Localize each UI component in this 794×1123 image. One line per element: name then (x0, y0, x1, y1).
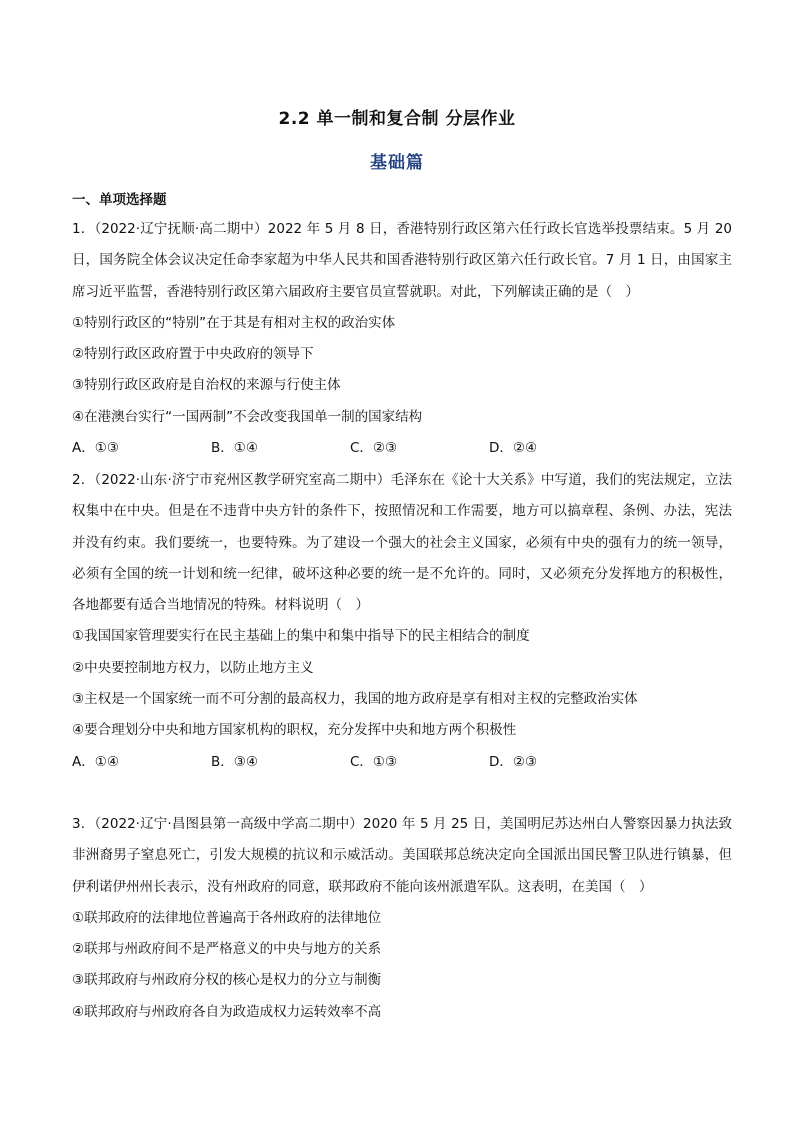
question-option: ①联邦政府的法律地位普遍高于各州政府的法律地位 (72, 909, 382, 926)
question-stem: 1．（2022·辽宁抚顺·高二期中）2022 年 5 月 8 日，香港特别行政区第六任行政长官选举投票结束。5 月 20 日，国务院全体会议决定任命李家超为中华人民共和国香港特别行政区第六任行政长官。7 月 1 日，由国家主席习近平监誓，香港特别行政区第六届政府主要官员宣誓就职。对此，下列解读正确的是（ ） (72, 221, 732, 300)
page-subtitle: 基础篇 (370, 153, 424, 173)
answer-choice-a[interactable]: A．①④ (72, 753, 119, 770)
question-option: ④在港澳台实行“一国两制”不会改变我国单一制的国家结构 (72, 408, 423, 425)
question-option: ③联邦政府与州政府分权的核心是权力的分立与制衡 (72, 972, 382, 989)
answer-choice-d[interactable]: D．②③ (489, 753, 538, 770)
question-option: ①特别行政区的“特别”在于其是有相对主权的政治实体 (72, 314, 396, 331)
question-option: ③主权是一个国家统一而不可分割的最高权力，我国的地方政府是享有相对主权的完整政治实体 (72, 691, 638, 708)
answer-choice-b[interactable]: B．③④ (211, 753, 258, 770)
question-option: ②特别行政区政府置于中央政府的领导下 (72, 346, 314, 363)
question-option: ①我国国家管理要实行在民主基础上的集中和集中指导下的民主相结合的制度 (72, 628, 530, 645)
answer-choice-a[interactable]: A．①③ (72, 440, 119, 457)
section-heading: 一、单项选择题 (72, 192, 167, 208)
question-option: ②联邦与州政府间不是严格意义的中央与地方的关系 (72, 941, 382, 958)
answer-choice-c[interactable]: C．②③ (350, 440, 398, 457)
question-stem: 2．（2022·山东·济宁市兖州区教学研究室高二期中）毛泽东在《论十大关系》中写道，我们的宪法规定，立法权集中在中央。但是在不违背中央方针的条件下，按照情况和工作需要，地方可以搞章程、条例、办法，宪法并没有约束。我们要统一，也要特殊。为了建设一个强大的社会主义国家，必须有中央的强有力的统一领导，必须有全国的统一计划和统一纪律，破坏这种必要的统一是不允许的。同时，又必须充分发挥地方的积极性，各地都要有适合当地情况的特殊。材料说明（ ） (72, 472, 732, 614)
question-3 (72, 809, 732, 1028)
question-2 (72, 465, 732, 778)
question-1 (72, 214, 732, 464)
answer-choice-c[interactable]: C．①③ (350, 753, 398, 770)
answer-choices (72, 433, 732, 464)
question-option: ②中央要控制地方权力，以防止地方主义 (72, 659, 314, 676)
answer-choice-b[interactable]: B．①④ (211, 440, 258, 457)
page-title: 2.2 单一制和复合制 分层作业 (278, 109, 516, 129)
answer-choice-d[interactable]: D．②④ (489, 440, 538, 457)
question-option: ③特别行政区政府是自治权的来源与行使主体 (72, 377, 341, 394)
question-option: ④联邦政府与州政府各自为政造成权力运转效率不高 (72, 1003, 382, 1020)
question-stem: 3．（2022·辽宁·昌图县第一高级中学高二期中）2020 年 5 月 25 日，美国明尼苏达州白人警察因暴力执法致非洲裔男子窒息死亡，引发大规模的抗议和示威活动。美国联邦总统决定向全国派出国民警卫队进行镇暴，但伊利诺伊州州长表示，没有州政府的同意，联邦政府不能向该州派遣军队。这表明，在美国（ ） (72, 816, 732, 895)
question-option: ④要合理划分中央和地方国家机构的职权，充分发挥中央和地方两个积极性 (72, 722, 517, 739)
answer-choices (72, 747, 732, 778)
